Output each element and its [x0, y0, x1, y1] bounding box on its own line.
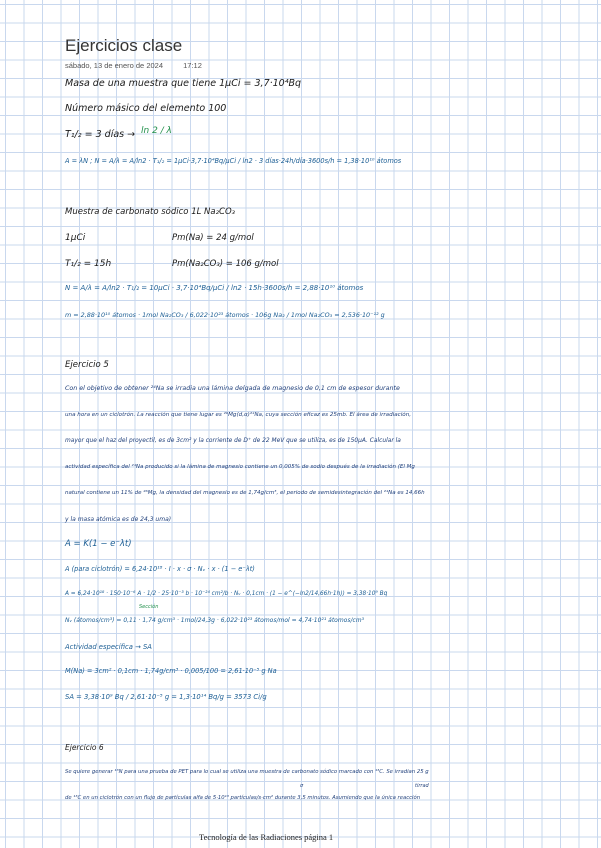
formula-7: SA = 3,38·10⁹ Bq / 2,61·10⁻⁵ g = 1,3·10¹⁴ Bq/g = 3573 Ci/g: [65, 693, 267, 701]
note-line-7b: Pm(Na₂CO₃) = 106 g/mol: [172, 259, 279, 269]
page-timestamp: [65, 61, 202, 70]
exercise-5-line-1: Con el objetivo de obtener ²⁴Na se irradia una lámina delgada de magnesio de 0,1 cm de espesor durante: [65, 385, 400, 392]
exercise-5-line-3: mayor que el haz del proyectil, es de 3cm² y la corriente de D⁺ de 22 MeV que se utiliza, es de 150μA. Calcular la: [65, 438, 401, 444]
page-date: sábado, 13 de enero de 2024: [65, 61, 164, 70]
page-time: 17:12: [183, 61, 202, 70]
note-line-6a: 1μCi: [65, 233, 86, 243]
formula-4: Nᵥ (átomos/cm³) = 0,11 · 1,74 g/cm³ · 1mol/24,3g · 6,022·10²³ átomos/mol = 4,74·10²¹ átomos/cm³: [65, 617, 365, 624]
note-line-1: Masa de una muestra que tiene 1μCi = 3,7·10⁴Bq: [65, 78, 302, 89]
note-line-3b: ln 2 / λ: [141, 126, 172, 136]
note-line-3a: T₁/₂ = 3 días →: [65, 129, 136, 140]
formula-1: A = K(1 − e⁻λt): [65, 539, 132, 549]
exercise-6-mark-tirrad: tirrad: [415, 783, 429, 789]
exercise-5-line-2: una hora en un ciclotrón. La reacción que tiene lugar es ²⁶Mg(d,α)²⁴Na, cuya sección eficaz es 25mb. El área de irradiación,: [65, 412, 412, 418]
exercise-5-line-6: y la masa atómica es de 24,3 uma): [65, 516, 172, 523]
exercise-6-mark-sigma: σ: [300, 783, 304, 789]
exercise-5-line-4: actividad específica del ²⁴Na producido si la lámina de magnesio contiene un 0,005% de sodio después de la irradiación (El Mg: [65, 464, 415, 470]
exercise-5-title: Ejercicio 5: [65, 360, 109, 370]
note-line-2: Número másico del elemento 100: [65, 103, 227, 114]
page-footer: Tecnología de las Radiaciones página 1: [199, 832, 334, 842]
formula-3: A = 6,24·10¹⁸ · 150·10⁻⁶ A · 1/2 · 25·10⁻³ b · 10⁻²⁴ cm²/b · Nᵥ · 0,1cm · (1 − e^(−ln2/14,66h·1h)) = 3,38·10⁹ Bq: [65, 591, 388, 597]
formula-2: A (para ciclotrón) = 6,24·10¹⁸ · I · x · σ · Nᵥ · x · (1 − e⁻λt): [65, 565, 255, 573]
note-line-8: N = A/λ = A/ln2 · T₁/₂ = 10μCi · 3,7·10⁴Bq/μCi / ln2 · 15h·3600s/h = 2,88·10¹⁰ átomos: [65, 284, 364, 292]
formula-3-note: Sección: [139, 604, 159, 610]
note-line-5: Muestra de carbonato sódico 1L Na₂CO₃: [65, 207, 236, 217]
exercise-6-title: Ejercicio 6: [65, 743, 104, 752]
note-line-6b: Pm(Na) = 24 g/mol: [172, 233, 254, 243]
exercise-6-line-2: de ¹³C en un ciclotrón con un flujo de partículas alfa de 5·10¹³ partículas/s·cm² durante 3,5 minutos. Asumiendo que la única reacción: [65, 795, 421, 801]
exercise-6-line-1: Se quiere generar ¹³N para una prueba de PET para lo cual se utiliza una muestra de carbonato sódico marcado con ¹³C. Se irradian 25 g: [65, 769, 429, 775]
page-title: Ejercicios clase: [65, 36, 183, 55]
exercise-5-line-5: natural contiene un 11% de ²⁶Mg, la densidad del magnesio es de 1,74g/cm³, el periodo de semidesintegración del ²⁴Na es 14,66h: [65, 490, 425, 496]
note-line-9: m = 2,88·10¹⁰ átomos · 1mol Na₂CO₃ / 6,022·10²³ átomos · 106g Na₂ / 1mol Na₂CO₃ = 2,536·10⁻¹² g: [65, 311, 385, 319]
formula-5: Actividad específica → SA: [65, 643, 152, 651]
note-line-4: A = λN ; N = A/λ = A/ln2 · T₁/₂ = 1μCi·3,7·10⁴Bq/μCi / ln2 · 3 días·24h/día·3600s/h = 1,38·10¹⁰ átomos: [65, 157, 402, 165]
formula-6: M(Na) = 3cm² · 0,1cm · 1,74g/cm³ · 0,005/100 = 2,61·10⁻⁵ g Na: [65, 667, 277, 675]
note-line-7a: T₁/₂ = 15h: [65, 259, 112, 269]
